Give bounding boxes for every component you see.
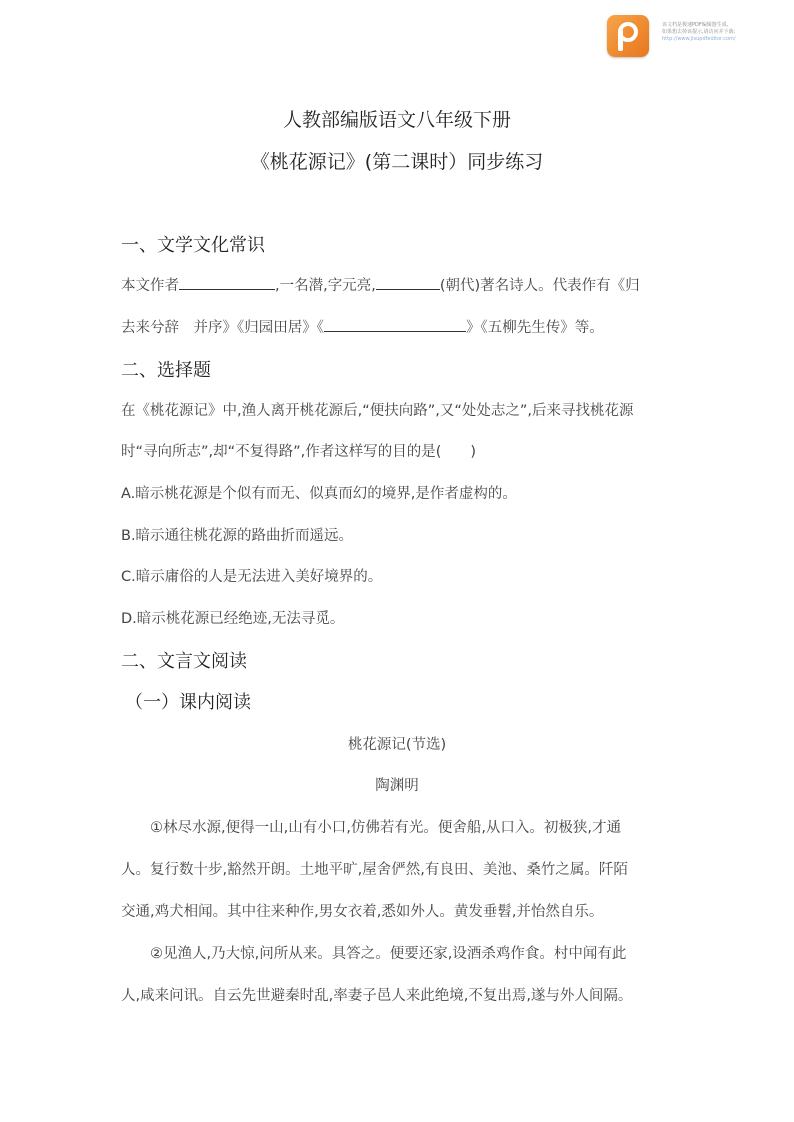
passage-line: ①林尽水源,便得一山,山有小口,仿佛若有光。便舍船,从口入。初极狭,才通	[150, 820, 622, 836]
page-title: 人教部编版语文八年级下册	[282, 109, 511, 131]
option-b[interactable]: B.暗示通往桃花源的路曲折而遥远。	[121, 528, 354, 544]
option-d[interactable]: D.暗示桃花源已经绝迹,无法寻觅。	[121, 611, 345, 627]
passage-line: 人。复行数十步,豁然开朗。土地平旷,屋舍俨然,有良田、美池、桑竹之属。阡陌	[121, 862, 628, 878]
question-line-2: 时“寻向所志”,却“不复得路”,作者这样写的目的是( )	[121, 444, 477, 460]
section-heading-choice: 二、选择题	[121, 360, 211, 381]
fill-blank-line-1: 本文作者 ,一名潜,字元亮, (朝代)著名诗人。代表作有《归	[121, 274, 640, 295]
passage-line: 交通,鸡犬相闻。其中往来种作,男女衣着,悉如外人。黄发垂髫,并怡然自乐。	[121, 904, 604, 920]
promo-link[interactable]: http://www.jisupdfeditor.com/	[662, 36, 736, 42]
pdf-editor-logo-icon	[607, 15, 649, 57]
watermark-notice: 该文档是极速PDF编辑器生成, 如果想去掉该提示,请访问并下载: http://www.jisupdfeditor.com/	[662, 22, 792, 43]
blank-dynasty[interactable]	[376, 275, 440, 290]
option-a[interactable]: A.暗示桃花源是个似有而无、似真而幻的境界,是作者虚构的。	[121, 486, 517, 502]
section-heading-literature: 一、文学文化常识	[121, 235, 265, 256]
subsection-heading: （一）课内阅读	[125, 692, 251, 713]
fill-blank-line-2: 去来兮辞 并序》《归园田居》《 》《五柳先生传》等。	[121, 316, 604, 337]
passage-line: 人,咸来问讯。自云先世避秦时乱,率妻子邑人来此绝境,不复出焉,遂与外人间隔。	[121, 988, 633, 1004]
passage-title: 桃花源记(节选)	[347, 737, 447, 753]
passage-author: 陶渊明	[375, 778, 419, 794]
passage-line: ②见渔人,乃大惊,问所从来。具答之。便要还家,设酒杀鸡作食。村中闻有此	[150, 946, 627, 962]
question-line-1: 在《桃花源记》中,渔人离开桃花源后,“便扶向路”,又“处处志之”,后来寻找桃花源	[121, 403, 634, 419]
option-c[interactable]: C.暗示庸俗的人是无法进入美好境界的。	[121, 569, 383, 585]
page-subtitle: 《桃花源记》(第二课时）同步练习	[250, 151, 544, 173]
blank-work-title[interactable]	[324, 317, 466, 332]
section-heading-reading: 二、文言文阅读	[121, 651, 247, 672]
blank-author[interactable]	[179, 275, 275, 290]
